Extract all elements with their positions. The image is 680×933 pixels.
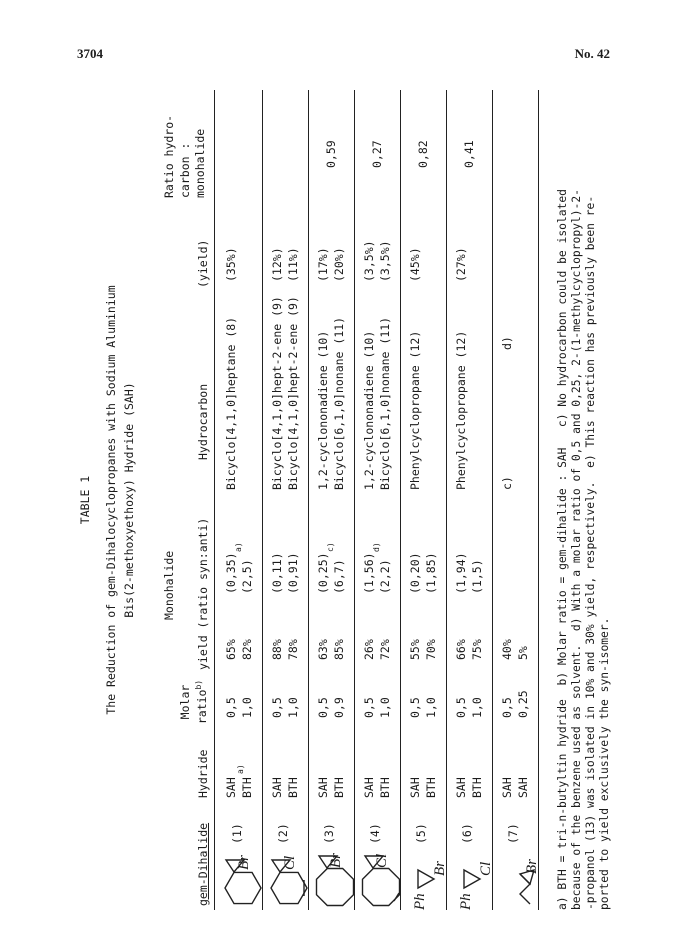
- row-rule: [262, 90, 263, 910]
- hydride-2: BTH: [332, 777, 346, 798]
- footnote-3: -propanol (13) was isolated in 10% and 30% yield, respectively. e) This reaction has previously been re-: [584, 195, 597, 910]
- hydride-2-sup: a): [236, 764, 245, 774]
- hydride-2: SAH: [516, 777, 530, 798]
- syn-anti-2-sup: a): [234, 542, 243, 552]
- compound-number: (5): [414, 823, 428, 844]
- row-rule: [354, 90, 355, 910]
- mono-yield-1: 65%: [224, 639, 238, 660]
- compound-number: (1): [230, 823, 244, 844]
- hydride-1: SAH: [316, 777, 330, 798]
- phenyl-label: Ph: [458, 893, 474, 910]
- table-title-line-1: The Reduction of gem-Dihalocyclopropanes with Sodium Aluminium: [104, 285, 118, 715]
- mono-yield-1: 40%: [500, 639, 514, 660]
- head-molar: Molar ratio$^{b)}$: [178, 679, 209, 725]
- hydrocarbon-yield-1: d): [500, 336, 514, 350]
- syn-anti-1: (0,35): [224, 552, 238, 594]
- hydride-1: SAH: [270, 777, 284, 798]
- syn-anti-1: (0,20): [408, 552, 422, 594]
- hydride-2: BTH: [470, 777, 484, 798]
- syn-anti-1: (0,25): [316, 552, 330, 594]
- hydride-1: SAH: [408, 777, 422, 798]
- molar-ratio-2: 1,0: [424, 697, 438, 718]
- molar-ratio-2: 1,0: [286, 697, 300, 718]
- ratio-value: 0,82: [416, 140, 430, 168]
- molar-ratio-1: 0,5: [408, 697, 422, 718]
- hydride-1: SAH: [454, 777, 468, 798]
- ratio-value: 0,41: [462, 140, 476, 168]
- molar-ratio-1: 0,5: [454, 697, 468, 718]
- molar-ratio-2: 1,0: [240, 697, 254, 718]
- ratio-value: 0,59: [324, 140, 338, 168]
- halogen-label: Br: [328, 853, 344, 868]
- compound-number: (3): [322, 823, 336, 844]
- table-title-line-2: Bis(2-methoxyethoxy) Hydride (SAH): [122, 382, 136, 618]
- halogen-label: Cl: [478, 861, 494, 876]
- molar-ratio-1: 0,5: [316, 697, 330, 718]
- mono-yield-2: 78%: [286, 639, 300, 660]
- row-rule: [308, 90, 309, 910]
- hydrocarbon-yield-2: (20%): [332, 247, 346, 282]
- hydrocarbon-2: Bicyclo[6,1,0]nonane (11): [378, 316, 392, 490]
- compound-number: (4): [368, 823, 382, 844]
- row-rule: [538, 90, 539, 910]
- journal-issue: No. 42: [574, 46, 610, 61]
- hydride-1: SAH: [224, 777, 238, 798]
- syn-anti-1: (1,56): [362, 552, 376, 594]
- head-dihalide: gem-Dihalide: [196, 822, 210, 906]
- mono-yield-2: 82%: [240, 639, 254, 660]
- halogen-label: Br: [432, 861, 448, 876]
- head-hydrocarbon: Hydrocarbon: [196, 383, 210, 460]
- molar-ratio-2: 1,0: [470, 697, 484, 718]
- syn-anti-2-sup: c): [326, 542, 335, 552]
- molar-ratio-1: 0,5: [224, 697, 238, 718]
- mono-yield-1: 63%: [316, 639, 330, 660]
- hydrocarbon-yield-1: (45%): [408, 247, 422, 282]
- molar-ratio-1: 0,5: [362, 697, 376, 718]
- mono-yield-2: 5%: [516, 646, 530, 660]
- row-rule: [400, 90, 401, 910]
- halogen-label: Br: [524, 859, 540, 874]
- hydrocarbon-1: Bicyclo[4,1,0]hept-2-ene (9): [270, 296, 284, 490]
- syn-anti-2: (2,2): [378, 559, 392, 594]
- head-yield: (yield): [196, 239, 210, 288]
- hydrocarbon-1: 1,2-cyclononadiene (10): [362, 330, 376, 490]
- hydride-2: BTH: [286, 777, 300, 798]
- hydrocarbon-1: Phenylcyclopropane (12): [454, 330, 468, 490]
- head-ratio: Ratio hydro- carbon : monohalide: [162, 114, 208, 198]
- syn-anti-2-sup: d): [372, 542, 381, 552]
- mono-yield-2: 70%: [424, 639, 438, 660]
- hydrocarbon-1: 1,2-cyclononadiene (10): [316, 330, 330, 490]
- mono-yield-1: 88%: [270, 639, 284, 660]
- molar-ratio-2: 0,25: [516, 690, 530, 718]
- head-yield-ratio: yield (ratio syn:anti): [196, 517, 210, 670]
- compound-number: (6): [460, 823, 474, 844]
- hydride-2: BTH: [240, 777, 254, 798]
- syn-anti-1: (1,94): [454, 552, 468, 594]
- molecule-cell: [496, 802, 556, 910]
- hydrocarbon-yield-1: (3,5%): [362, 240, 376, 282]
- halogen-label: Cl: [374, 853, 390, 868]
- syn-anti-2: (2,5): [240, 559, 254, 594]
- rotated-table: [78, 90, 618, 910]
- footnote-2: because of the benzene used as solvent. d) With a molar ratio of 0,5 and 0,25, 2-(1-methylcyclopropyl)-2-: [570, 189, 583, 910]
- molar-ratio-1: 0,5: [270, 697, 284, 718]
- molecule-structure-icon: [496, 802, 542, 910]
- hydrocarbon-yield-1: (12%): [270, 247, 284, 282]
- head-monohalide: Monohalide: [162, 550, 176, 620]
- compound-number: (2): [276, 823, 290, 844]
- hydrocarbon-yield-2: (3,5%): [378, 240, 392, 282]
- mono-yield-2: 72%: [378, 639, 392, 660]
- halogen-label: Cl: [282, 855, 298, 870]
- hydrocarbon-yield-1: (35%): [224, 247, 238, 282]
- mono-yield-1: 55%: [408, 639, 422, 660]
- table-number: TABLE 1: [78, 475, 92, 525]
- mono-yield-1: 26%: [362, 639, 376, 660]
- ratio-value: 0,27: [370, 140, 384, 168]
- footnote-1: a) BTH = tri-n-butyltin hydride b) Molar ratio = gem-dihalide : SAH c) No hydrocarbon could be isolated: [556, 189, 569, 910]
- hydride-1: SAH: [362, 777, 376, 798]
- hydride-2: BTH: [424, 777, 438, 798]
- hydrocarbon-1: Phenylcyclopropane (12): [408, 330, 422, 490]
- hydrocarbon-yield-1: (17%): [316, 247, 330, 282]
- row-rule: [492, 90, 493, 910]
- syn-anti-2: (1,85): [424, 552, 438, 594]
- hydride-2: BTH: [378, 777, 392, 798]
- compound-number: (7): [506, 823, 520, 844]
- syn-anti-2: (0,91): [286, 552, 300, 594]
- molar-ratio-1: 0,5: [500, 697, 514, 718]
- molar-ratio-2: 1,0: [378, 697, 392, 718]
- mono-yield-2: 75%: [470, 639, 484, 660]
- mono-yield-2: 85%: [332, 639, 346, 660]
- hydrocarbon-1: c): [500, 476, 514, 490]
- page-number: 3704: [77, 46, 103, 61]
- syn-anti-2: (1,5): [470, 559, 484, 594]
- footnote-4: ported to yield exclusively the syn-isomer.: [598, 617, 611, 910]
- syn-anti-1: (0,11): [270, 552, 284, 594]
- hydrocarbon-2: Bicyclo[6,1,0]nonane (11): [332, 316, 346, 490]
- hydride-1: SAH: [500, 777, 514, 798]
- hydrocarbon-2: Bicyclo[4,1,0]hept-2-ene (9): [286, 296, 300, 490]
- syn-anti-2: (6,7): [332, 559, 346, 594]
- phenyl-label: Ph: [412, 893, 428, 910]
- header-rule: [214, 90, 215, 910]
- halogen-label: Br: [236, 855, 252, 870]
- hydrocarbon-1: Bicyclo[4,1,0]heptane (8): [224, 316, 238, 490]
- mono-yield-1: 66%: [454, 639, 468, 660]
- molar-ratio-2: 0,9: [332, 697, 346, 718]
- hydrocarbon-yield-1: (27%): [454, 247, 468, 282]
- row-rule: [446, 90, 447, 910]
- head-hydride: Hydride: [196, 749, 210, 798]
- hydrocarbon-yield-2: (11%): [286, 247, 300, 282]
